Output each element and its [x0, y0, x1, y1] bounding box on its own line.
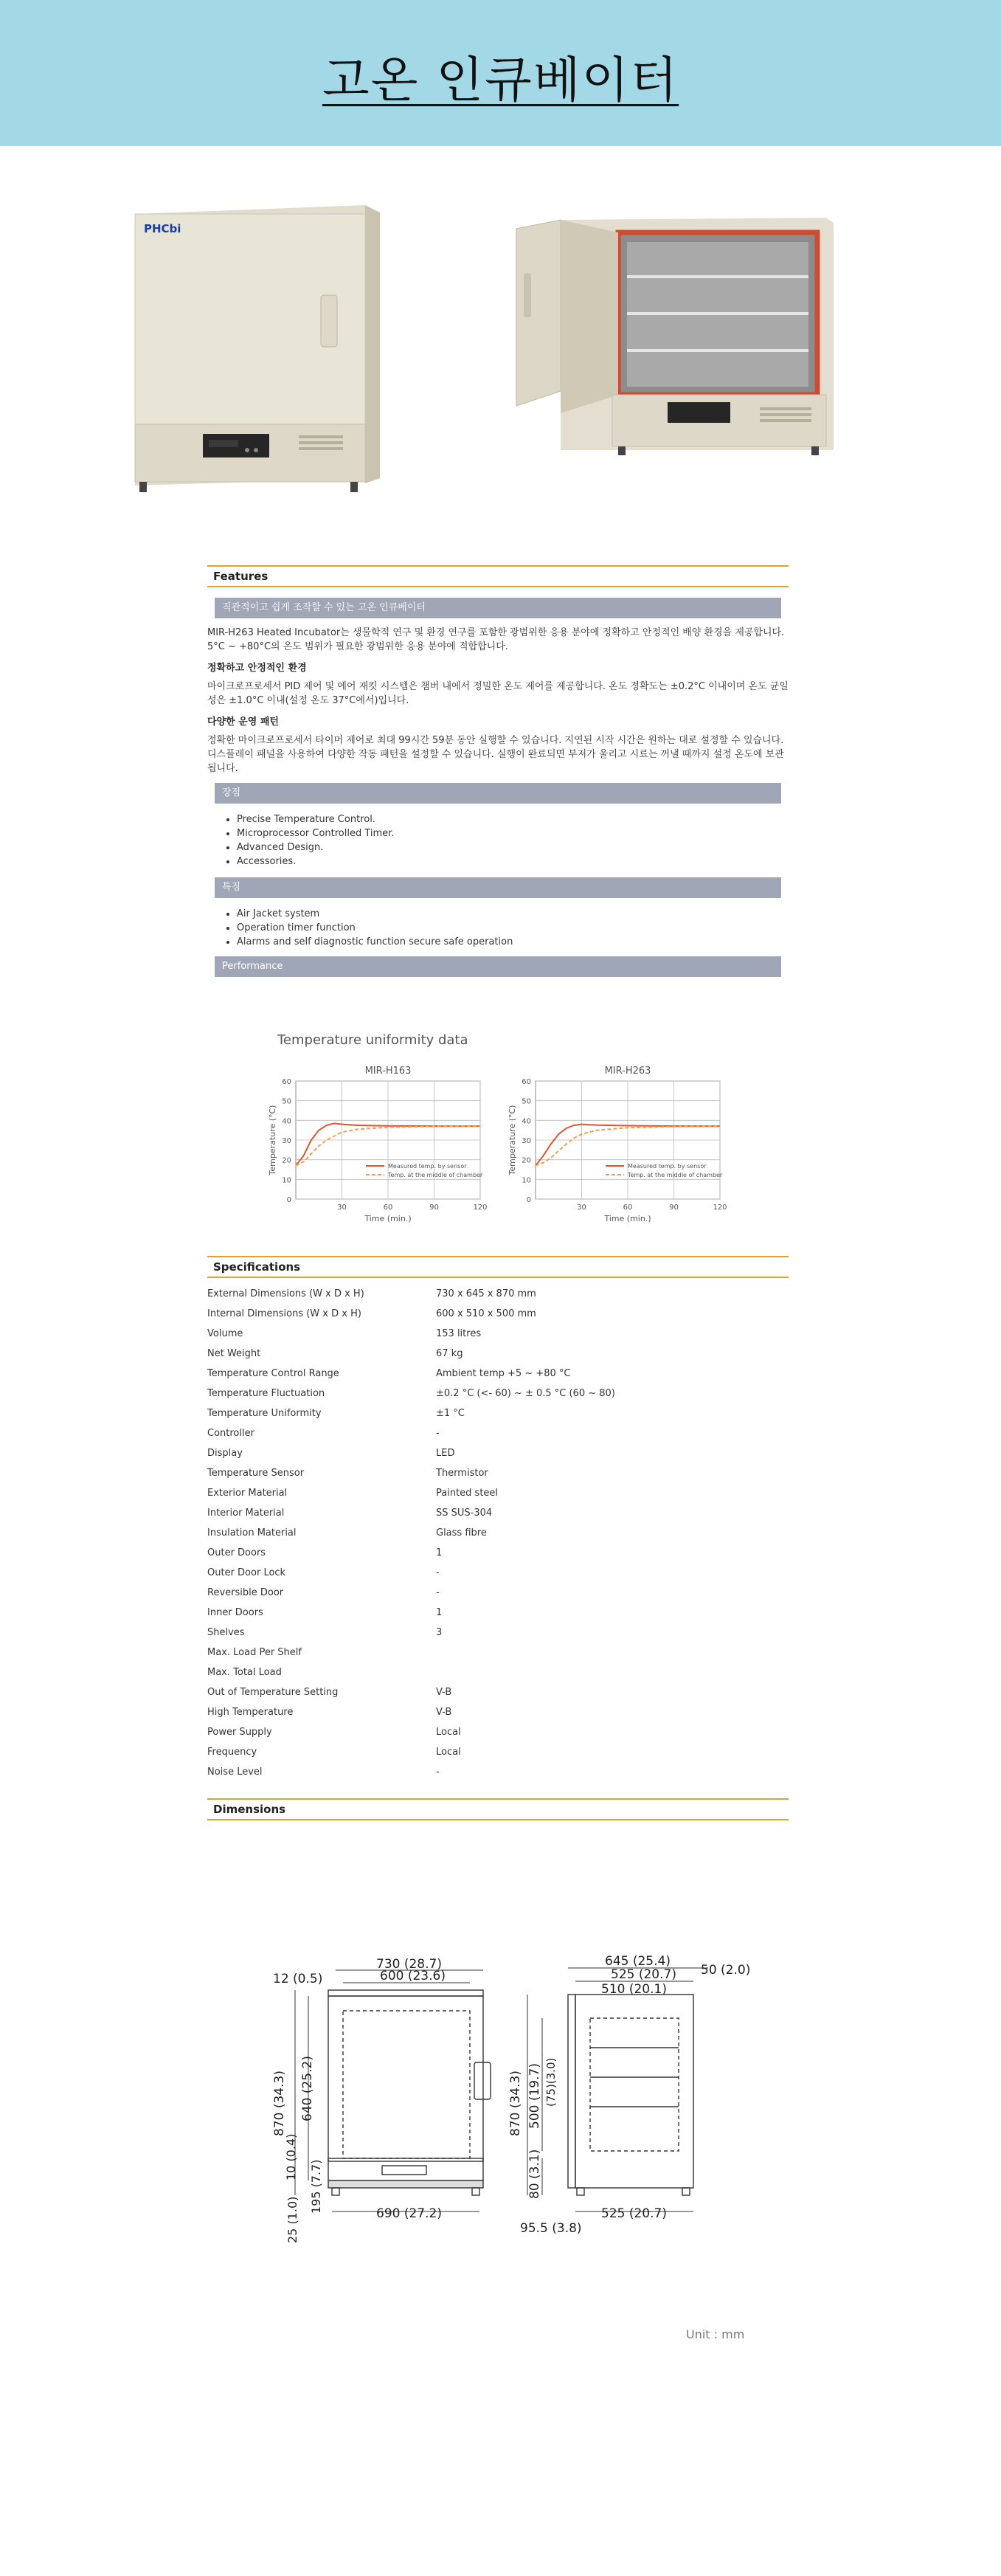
- y-tick-label: 30: [282, 1137, 291, 1145]
- spec-value: 153 litres: [436, 1328, 482, 1339]
- dim-side-height-total: 870 (34.3): [508, 2071, 523, 2136]
- spec-label: Net Weight: [207, 1348, 261, 1359]
- specifications-heading: Specifications: [207, 1256, 789, 1278]
- table-row: [207, 1543, 789, 1563]
- panel-title: MIR-H163: [364, 1066, 412, 1077]
- spec-label: Volume: [207, 1328, 243, 1339]
- incubator-open-photo: [516, 214, 841, 472]
- traits-bar: 특징: [215, 877, 781, 898]
- dim-side-shelf-pitch: (75)(3.0): [544, 2057, 558, 2107]
- table-row: [207, 1284, 789, 1304]
- list-item: • Operation timer function: [237, 921, 789, 935]
- spec-label: Temperature Control Range: [207, 1368, 339, 1379]
- legend-label: Measured temp. by sensor: [628, 1163, 707, 1170]
- x-tick-label: 120: [713, 1204, 727, 1212]
- table-row: [207, 1324, 789, 1344]
- list-item: • Precise Temperature Control.: [237, 812, 789, 826]
- dim-side-base: 80 (3.1): [527, 2149, 542, 2199]
- panel-title: MIR-H263: [604, 1066, 651, 1077]
- y-tick-label: 40: [522, 1117, 531, 1126]
- spec-label: Exterior Material: [207, 1488, 288, 1499]
- y-tick-label: 40: [282, 1117, 291, 1126]
- table-row: [207, 1403, 789, 1423]
- spec-value: Thermistor: [436, 1468, 488, 1479]
- spec-value: -: [436, 1567, 440, 1578]
- spec-value: Ambient temp +5 ~ +80 °C: [436, 1368, 571, 1379]
- x-axis-label: Time (min.): [604, 1214, 651, 1223]
- table-row: [207, 1722, 789, 1742]
- y-tick-label: 60: [522, 1078, 531, 1086]
- spec-label: Temperature Fluctuation: [207, 1388, 325, 1399]
- features-section: [207, 565, 789, 977]
- list-item: • Air Jacket system: [237, 907, 789, 921]
- list-item: • Alarms and self diagnostic function secure safe operation: [237, 935, 789, 949]
- dim-side-height-inner: 500 (19.7): [527, 2063, 542, 2129]
- spec-value: 730 x 645 x 870 mm: [436, 1288, 536, 1299]
- table-row: [207, 1304, 789, 1324]
- spec-value: Painted steel: [436, 1488, 499, 1499]
- spec-label: External Dimensions (W x D x H): [207, 1288, 364, 1299]
- spec-label: Interior Material: [207, 1508, 285, 1519]
- dim-front-gap: 10 (0.4): [284, 2133, 298, 2180]
- spec-value: -: [436, 1587, 440, 1598]
- dim-side-depth-total: 645 (25.4): [605, 1954, 671, 1969]
- spec-value: -: [436, 1428, 440, 1439]
- dimensions-heading: Dimensions: [207, 1798, 789, 1820]
- dim-front-base-width: 690 (27.2): [376, 2206, 442, 2221]
- spec-value: LED: [436, 1448, 455, 1459]
- dim-front-width-inner: 600 (23.6): [380, 1969, 446, 1983]
- dim-front-top-thickness: 12 (0.5): [273, 1972, 323, 1986]
- spec-table: [207, 1284, 789, 1782]
- y-tick-label: 60: [282, 1078, 291, 1086]
- spec-label: Reversible Door: [207, 1587, 284, 1598]
- advantages-list: [207, 812, 789, 869]
- traits-list: [207, 907, 789, 949]
- table-row: [207, 1443, 789, 1463]
- x-tick-label: 30: [337, 1204, 347, 1212]
- y-tick-label: 20: [522, 1156, 531, 1165]
- chart-panel-mir-h263: [508, 1066, 727, 1223]
- y-tick-label: 10: [282, 1176, 291, 1185]
- y-axis-label: Temperature (°C): [508, 1105, 517, 1175]
- spec-value: -: [436, 1767, 440, 1778]
- table-row: [207, 1742, 789, 1762]
- spec-label: Temperature Uniformity: [207, 1408, 322, 1419]
- spec-label: Max. Total Load: [207, 1667, 282, 1678]
- table-row: [207, 1583, 789, 1603]
- front-view: [328, 1990, 491, 2195]
- y-tick-label: 30: [522, 1137, 531, 1145]
- table-row: [207, 1702, 789, 1722]
- spec-label: Inner Doors: [207, 1607, 263, 1618]
- x-tick-label: 90: [429, 1204, 439, 1212]
- table-row: [207, 1623, 789, 1643]
- incubator-closed-photo: [129, 199, 395, 502]
- chart-panel-mir-h163: [268, 1066, 488, 1223]
- table-row: [207, 1364, 789, 1384]
- list-item: • Accessories.: [237, 854, 789, 869]
- y-tick-label: 0: [286, 1196, 291, 1204]
- dim-side-foot-depth: 95.5 (3.8): [520, 2221, 582, 2236]
- spec-label: Frequency: [207, 1747, 257, 1758]
- y-tick-label: 20: [282, 1156, 291, 1165]
- features-heading: Features: [207, 565, 789, 587]
- y-tick-label: 0: [526, 1196, 531, 1204]
- legend-label: Measured temp. by sensor: [388, 1163, 467, 1170]
- spec-value: 1: [436, 1607, 443, 1618]
- dim-side-depth-inner: 510 (20.1): [601, 1982, 667, 1997]
- spec-label: Out of Temperature Setting: [207, 1687, 339, 1698]
- x-tick-label: 60: [383, 1204, 393, 1212]
- y-tick-label: 10: [522, 1176, 531, 1185]
- dim-front-feet: 25 (1.0): [285, 2196, 299, 2243]
- spec-value: ±0.2 °C (<- 60) ~ ± 0.5 °C (60 ~ 80): [436, 1388, 615, 1399]
- table-row: [207, 1563, 789, 1583]
- spec-value: Glass fibre: [436, 1527, 487, 1539]
- spec-label: High Temperature: [207, 1707, 294, 1718]
- legend-label: Temp. at the middle of chamber: [628, 1172, 723, 1178]
- spec-label: Noise Level: [207, 1767, 263, 1778]
- features-subtitle: 직관적이고 쉽게 조작할 수 있는 고온 인큐베이터: [215, 598, 781, 618]
- title-banner: [0, 0, 1001, 146]
- spec-label: Outer Door Lock: [207, 1567, 286, 1578]
- spec-label: Internal Dimensions (W x D x H): [207, 1308, 361, 1319]
- spec-value: Local: [436, 1727, 461, 1738]
- spec-value: V-B: [436, 1707, 452, 1718]
- dim-side-base-depth: 525 (20.7): [601, 2206, 667, 2221]
- spec-label: Controller: [207, 1428, 254, 1439]
- x-tick-label: 120: [473, 1204, 488, 1212]
- chart-title: Temperature uniformity data: [277, 1032, 468, 1048]
- spec-value: V-B: [436, 1687, 452, 1698]
- block2-title: 다양한 운영 패턴: [207, 716, 279, 728]
- legend-label: Temp. at the middle of chamber: [388, 1172, 483, 1178]
- list-item: • Advanced Design.: [237, 840, 789, 854]
- table-row: [207, 1483, 789, 1503]
- table-row: [207, 1643, 789, 1662]
- dim-front-height-total: 870 (34.3): [272, 2071, 287, 2136]
- side-view: [568, 1995, 693, 2195]
- dim-front-drawer: 195 (7.7): [309, 2159, 323, 2214]
- spec-value: ±1 °C: [436, 1408, 465, 1419]
- front-dimension-lines: [295, 1970, 483, 2211]
- spec-label: Power Supply: [207, 1727, 272, 1738]
- unit-label: Unit : mm: [686, 2327, 745, 2341]
- dimension-drawing: [266, 1954, 751, 2247]
- page-title: 고온 인큐베이터: [322, 52, 679, 108]
- table-row: [207, 1384, 789, 1403]
- dim-side-depth-mid: 525 (20.7): [611, 1967, 676, 1982]
- table-row: [207, 1682, 789, 1702]
- table-row: [207, 1603, 789, 1623]
- spec-value: 67 kg: [436, 1348, 463, 1359]
- table-row: [207, 1463, 789, 1483]
- block2-text: 정확한 마이크로프로세서 타이머 제어로 최대 99시간 59분 동안 실행할 수 있습니다. 지연된 시작 시간은 원하는 대로 설정할 수 있습니다. 디스플레이 패널을 사용하여 다양한 작동 패턴을 설정할 수 있습니다. 실행이 완료되면 부저가 울리고 시료는 꺼낼 때까지 설정 온도에 보관됩니다.: [207, 735, 784, 774]
- dim-front-width-outer: 730 (28.7): [376, 1957, 442, 1972]
- table-row: [207, 1662, 789, 1682]
- x-tick-label: 90: [669, 1204, 679, 1212]
- spec-value: SS SUS-304: [436, 1508, 493, 1519]
- spec-value: Local: [436, 1747, 461, 1758]
- y-tick-label: 50: [522, 1097, 531, 1106]
- table-row: [207, 1523, 789, 1543]
- spec-label: Max. Load Per Shelf: [207, 1647, 302, 1658]
- x-tick-label: 30: [577, 1204, 586, 1212]
- spec-label: Display: [207, 1448, 243, 1459]
- table-row: [207, 1423, 789, 1443]
- spec-value: 1: [436, 1547, 443, 1558]
- list-item: • Microprocessor Controlled Timer.: [237, 826, 789, 840]
- spec-label: Insulation Material: [207, 1527, 297, 1539]
- spec-label: Shelves: [207, 1627, 245, 1638]
- block1-title: 정확하고 안정적인 환경: [207, 663, 307, 674]
- x-axis-label: Time (min.): [364, 1214, 412, 1223]
- y-axis-label: Temperature (°C): [268, 1105, 277, 1175]
- specifications-section: [207, 1256, 789, 1782]
- performance-bar: Performance: [215, 956, 781, 977]
- dim-front-height-door: 640 (25.2): [300, 2056, 315, 2121]
- spec-value: 600 x 510 x 500 mm: [436, 1308, 536, 1319]
- spec-label: Outer Doors: [207, 1547, 266, 1558]
- table-row: [207, 1344, 789, 1364]
- dim-side-door: 50 (2.0): [701, 1963, 751, 1978]
- table-row: [207, 1503, 789, 1523]
- block1-text: 마이크로프로세서 PID 제어 및 에어 재킷 시스템은 챔버 내에서 정밀한 온도 제어를 제공합니다. 온도 정확도는 ±0.2°C 이내이며 온도 균일성은 ±1.0°C 이내(설정 온도 37°C에서)입니다.: [207, 681, 789, 706]
- spec-label: Temperature Sensor: [207, 1468, 305, 1479]
- performance-chart: [207, 1018, 789, 1254]
- x-tick-label: 60: [623, 1204, 633, 1212]
- advantages-bar: 장점: [215, 783, 781, 804]
- table-row: [207, 1762, 789, 1782]
- features-intro: MIR-H263 Heated Incubator는 생물학적 연구 및 환경 연구를 포함한 광범위한 응용 분야에 정확하고 안정적인 배양 환경을 제공합니다. 5°C ~ +80°C의 온도 범위가 필요한 광범위한 응용 분야에 적합합니다.: [207, 627, 785, 652]
- y-tick-label: 50: [282, 1097, 291, 1106]
- brand-logo: PHCbi: [144, 222, 181, 235]
- spec-value: 3: [436, 1627, 443, 1638]
- dimensions-section: [207, 1798, 789, 1820]
